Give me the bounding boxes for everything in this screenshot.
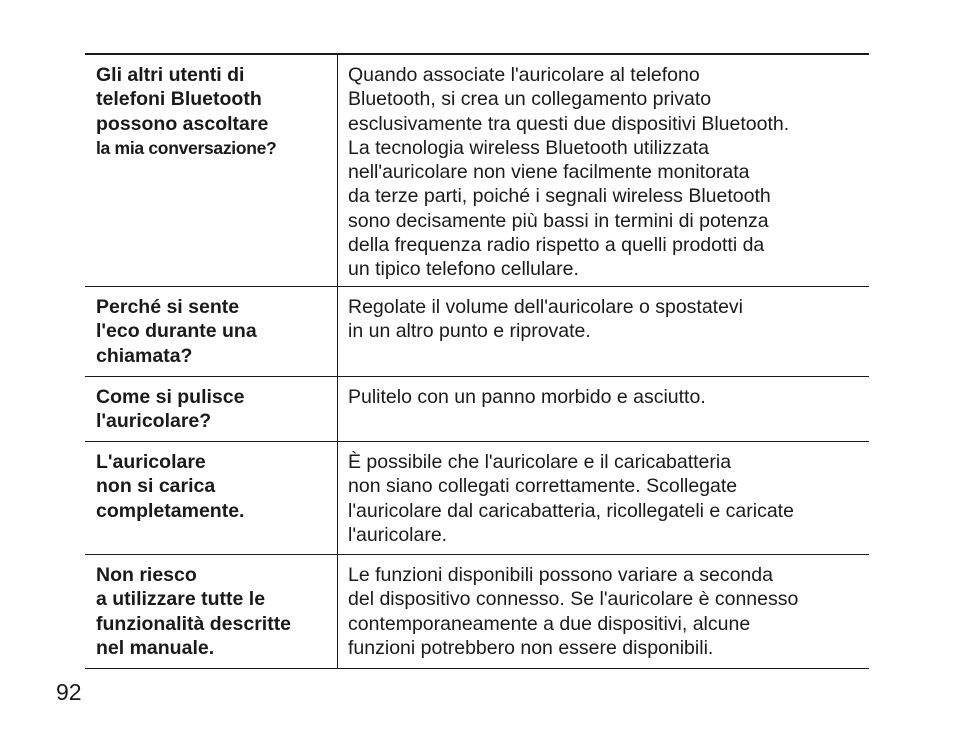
faq-answer: Le funzioni disponibili possono variare a seconda del dispositivo connesso. Se l'auricolare è connesso contemporaneamente a due dispositivi, alcune funzioni potrebbero non essere disponibili. <box>348 564 799 659</box>
faq-row <box>85 377 869 442</box>
faq-table <box>85 53 869 669</box>
page-number: 92 <box>56 679 82 705</box>
faq-question: Come si pulisce l'auricolare? <box>85 377 338 441</box>
faq-question: L'auricolare non si carica completamente. <box>85 442 338 554</box>
faq-question: Perché si sente l'eco durante una chiamata? <box>85 287 338 376</box>
faq-answer: Pulitelo con un panno morbido e asciutto. <box>348 386 706 408</box>
faq-row <box>85 442 869 555</box>
faq-question-text-tail: la mia conversazione? <box>96 137 277 158</box>
faq-row <box>85 55 869 287</box>
faq-answer: Quando associate l'auricolare al telefono Bluetooth, si crea un collegamento privato esclusivamente tra questi due dispositivi Bluetooth. La tecnologia wireless Bluetooth utilizzata nell'auricolare non viene facilmente monitorata da terze parti, poiché i segnali wireless Bluetooth sono decisamente più bassi in termini di potenza della frequenza radio rispetto a quelli prodotti da un tipico telefono cellulare. <box>348 64 790 281</box>
faq-answer: Regolate il volume dell'auricolare o spostatevi in un altro punto e riprovate. <box>348 296 744 343</box>
faq-question: Non riesco a utilizzare tutte le funzionalità descritte nel manuale. <box>85 555 338 668</box>
faq-answer: È possibile che l'auricolare e il caricabatteria non siano collegati correttamente. Scollegate l'auricolare dal caricabatteria, ricollegateli e caricate l'auricolare. <box>348 451 794 546</box>
faq-question <box>85 55 338 286</box>
faq-row <box>85 287 869 377</box>
faq-question-text: Gli altri utenti di telefoni Bluetooth possono ascoltare <box>96 64 269 135</box>
faq-row <box>85 555 869 669</box>
